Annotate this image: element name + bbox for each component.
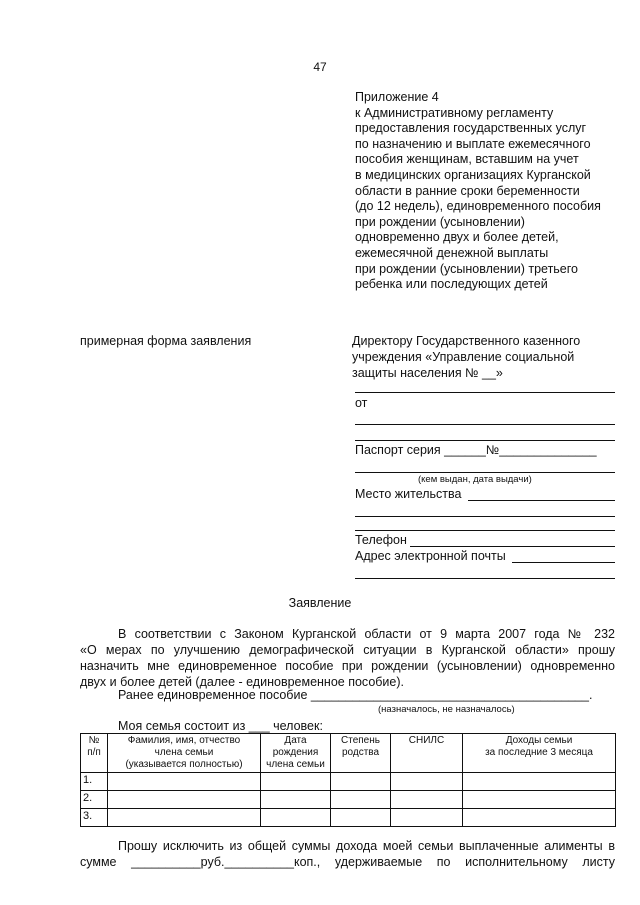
blank-line[interactable] xyxy=(355,440,615,441)
blank-line[interactable] xyxy=(355,392,615,393)
appendix-line: пособия женщинам, вставшим на учет xyxy=(355,152,579,167)
table-cell[interactable] xyxy=(331,791,391,809)
appendix-line: ребенка или последующих детей xyxy=(355,277,548,292)
issued-by-field[interactable] xyxy=(355,472,615,473)
table-cell[interactable] xyxy=(463,791,616,809)
residence-label: Место жительства xyxy=(355,487,462,501)
table-cell[interactable] xyxy=(463,773,616,791)
appendix-line: при рождении (усыновлении) xyxy=(355,214,525,229)
issued-hint: (кем выдан, дата выдачи) xyxy=(418,474,532,485)
appendix-line: одновременно двух и более детей, xyxy=(355,230,559,245)
email-field[interactable] xyxy=(512,562,615,563)
column-header: СНИЛС xyxy=(391,734,463,773)
table-cell[interactable] xyxy=(108,773,261,791)
appendix-header xyxy=(355,90,625,293)
row-number: 1. xyxy=(81,773,108,791)
table-cell[interactable] xyxy=(463,809,616,827)
appendix-line: к Административному регламенту xyxy=(355,105,554,120)
table-cell[interactable] xyxy=(331,809,391,827)
table-cell[interactable] xyxy=(331,773,391,791)
body-line: «О мерах по улучшению демографической ситуации в Курганской области» прошу xyxy=(80,643,615,657)
family-size-line[interactable]: Моя семья состоит из ___ человек: xyxy=(118,719,323,733)
blank-line[interactable] xyxy=(355,530,615,531)
residence-field[interactable] xyxy=(468,500,615,501)
appendix-line: Приложение 4 xyxy=(355,90,439,104)
column-header: Степень родства xyxy=(331,734,391,773)
appendix-line: при рождении (усыновлении) третьего xyxy=(355,261,578,276)
application-body xyxy=(80,626,615,690)
page-number: 47 xyxy=(313,60,327,74)
appendix-line: в медицинских организациях Курганской xyxy=(355,167,591,182)
family-table xyxy=(80,733,616,827)
appendix-line: области в ранние сроки беременности xyxy=(355,183,580,198)
row-number: 2. xyxy=(81,791,108,809)
table-cell[interactable] xyxy=(108,809,261,827)
appendix-line: предоставления государственных услуг xyxy=(355,121,587,136)
addressee-line: учреждения «Управление социальной xyxy=(352,350,575,364)
table-cell[interactable] xyxy=(391,773,463,791)
table-cell[interactable] xyxy=(108,791,261,809)
table-row xyxy=(81,773,616,791)
appendix-line: (до 12 недель), единовременного пособия xyxy=(355,199,601,214)
body-line: двух и более детей (далее - единовременное пособие). xyxy=(80,675,405,689)
table-cell[interactable] xyxy=(261,809,331,827)
blank-line[interactable] xyxy=(355,516,615,517)
body-line: назначить мне единовременное пособие при рождении (усыновлении) одновременно xyxy=(80,659,615,673)
body-line: В соответствии с Законом Курганской области от 9 марта 2007 года № 232 xyxy=(118,627,615,641)
phone-field[interactable] xyxy=(410,546,615,547)
column-header: Доходы семьи за последние 3 месяца xyxy=(463,734,616,773)
column-header: Дата рождения члена семьи xyxy=(261,734,331,773)
appendix-line: по назначению и выплате ежемесячного xyxy=(355,136,591,151)
sample-form-label: примерная форма заявления xyxy=(80,334,252,348)
table-cell[interactable] xyxy=(391,791,463,809)
column-header: Фамилия, имя, отчество члена семьи (указывается полностью) xyxy=(108,734,261,773)
addressee-line: Директору Государственного казенного xyxy=(352,334,581,348)
column-header: № п/п xyxy=(81,734,108,773)
row-number: 3. xyxy=(81,809,108,827)
email-label: Адрес электронной почты xyxy=(355,549,506,563)
document-title: Заявление xyxy=(288,596,352,610)
addressee-line: защиты населения № __» xyxy=(352,366,503,380)
table-cell[interactable] xyxy=(391,809,463,827)
addressee xyxy=(352,333,622,381)
closing-line[interactable]: сумме __________руб.__________коп., удерживаемые по исполнительному листу xyxy=(80,855,615,869)
earlier-benefit-hint: (назначалось, не назначалось) xyxy=(378,704,515,715)
passport-field[interactable]: Паспорт серия ______№______________ xyxy=(355,443,597,457)
table-cell[interactable] xyxy=(261,773,331,791)
blank-line[interactable] xyxy=(355,578,615,579)
table-row xyxy=(81,791,616,809)
closing-paragraph xyxy=(80,838,615,870)
table-row xyxy=(81,809,616,827)
earlier-benefit-line[interactable]: Ранее единовременное пособие ________________________________________. xyxy=(118,688,593,702)
table-cell[interactable] xyxy=(261,791,331,809)
from-label: от xyxy=(355,396,368,410)
from-field[interactable] xyxy=(355,424,615,425)
phone-label: Телефон xyxy=(355,533,407,547)
closing-line: Прошу исключить из общей суммы дохода моей семьи выплаченные алименты в xyxy=(118,839,615,853)
appendix-line: ежемесячной денежной выплаты xyxy=(355,245,549,260)
table-header-row xyxy=(81,734,616,773)
